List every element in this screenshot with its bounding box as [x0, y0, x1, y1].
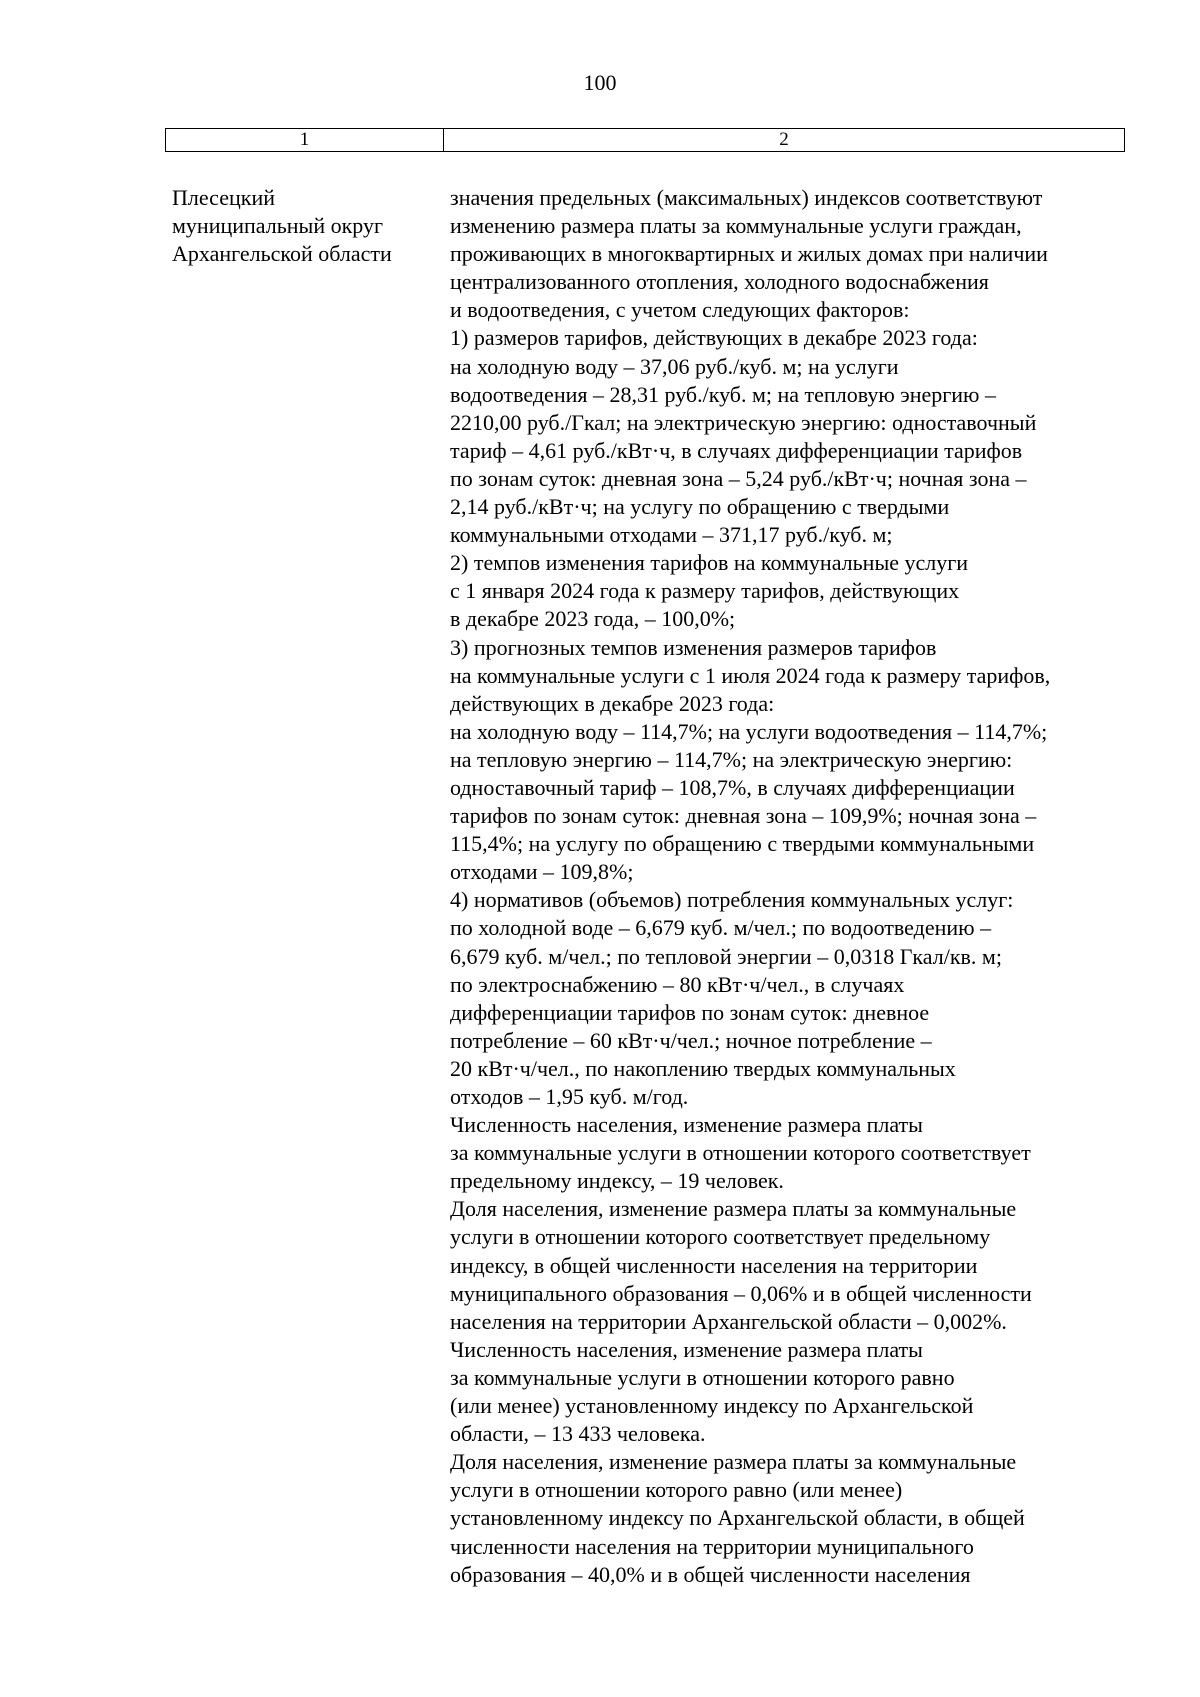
text-line: отходами – 109,8%;: [450, 859, 634, 885]
column-1-number: 1: [166, 129, 444, 152]
municipality-name-line: Архангельской области: [172, 241, 392, 266]
column-number-header: [165, 128, 1125, 152]
text-line: индексу, в общей численности населения на территории: [450, 1252, 978, 1278]
text-line: коммунальными отходами – 371,17 руб./куб. м;: [450, 522, 893, 548]
text-line: действующих в декабре 2023 года:: [450, 690, 775, 716]
text-line: 2210,00 руб./Гкал; на электрическую энергию: одноставочный: [450, 409, 1037, 435]
text-line: услуги в отношении которого соответствует предельному: [450, 1224, 991, 1250]
text-line: муниципального образования – 0,06% и в общей численности: [450, 1280, 1032, 1306]
text-line: Численность населения, изменение размера платы: [450, 1336, 923, 1362]
text-line: 20 кВт·ч/чел., по накоплению твердых коммунальных: [450, 1055, 956, 1081]
text-line: на коммунальные услуги с 1 июля 2024 года к размеру тарифов,: [450, 662, 1051, 688]
text-line: значения предельных (максимальных) индексов соответствуют: [450, 185, 1043, 210]
text-line: одноставочный тариф – 108,7%, в случаях дифференциации: [450, 774, 1015, 800]
text-line: 115,4%; на услугу по обращению с твердыми коммунальными: [450, 831, 1035, 857]
text-line: дифференциации тарифов по зонам суток: дневное: [450, 999, 930, 1025]
text-line: отходов – 1,95 куб. м/год.: [450, 1084, 689, 1109]
text-line: области, – 13 433 человека.: [450, 1421, 706, 1447]
text-line: за коммунальные услуги в отношении которого равно: [450, 1364, 955, 1390]
column-2-number: 2: [444, 129, 1125, 152]
municipality-name-line: муниципальный округ: [172, 213, 384, 238]
text-line: 6,679 куб. м/чел.; по тепловой энергии – 0,0318 Гкал/кв. м;: [450, 943, 1002, 969]
municipality-name-cell: [172, 184, 442, 268]
index-description-cell: [450, 184, 1130, 1589]
page-number: 100: [583, 70, 617, 95]
text-line: Доля населения, изменение размера платы за коммунальные: [450, 1449, 1017, 1475]
header-row: [166, 129, 1125, 152]
text-line: численности населения на территории муниципального: [450, 1533, 974, 1559]
text-line: услуги в отношении которого равно (или менее): [450, 1477, 903, 1503]
text-line: изменению размера платы за коммунальные услуги граждан,: [450, 213, 1022, 239]
text-line: 2) темпов изменения тарифов на коммунальные услуги: [450, 550, 969, 576]
text-line: 2,14 руб./кВт·ч; на услугу по обращению с твердыми: [450, 494, 950, 520]
text-line: проживающих в многоквартирных и жилых домах при наличии: [450, 241, 1048, 267]
text-line: образования – 40,0% и в общей численности населения: [450, 1561, 971, 1587]
text-line: потребление – 60 кВт·ч/чел.; ночное потребление –: [450, 1027, 932, 1053]
text-line: за коммунальные услуги в отношении которого соответствует: [450, 1140, 1031, 1166]
text-line: предельному индексу, – 19 человек.: [450, 1168, 784, 1194]
text-line: и водоотведения, с учетом следующих факторов:: [450, 297, 910, 323]
municipality-name-line: Плесецкий: [172, 185, 275, 210]
text-line: по электроснабжению – 80 кВт·ч/чел., в случаях: [450, 971, 905, 997]
text-line: с 1 января 2024 года к размеру тарифов, действующих: [450, 578, 960, 604]
text-line: 3) прогнозных темпов изменения размеров тарифов: [450, 634, 937, 660]
text-line: Доля населения, изменение размера платы за коммунальные: [450, 1196, 1017, 1222]
text-line: (или менее) установленному индексу по Архангельской: [450, 1393, 974, 1419]
text-line: тариф – 4,61 руб./кВт·ч, в случаях дифференциации тарифов: [450, 437, 1023, 463]
text-line: на холодную воду – 37,06 руб./куб. м; на услуги: [450, 353, 899, 379]
text-line: тарифов по зонам суток: дневная зона – 109,9%; ночная зона –: [450, 803, 1037, 829]
text-line: в декабре 2023 года, – 100,0%;: [450, 606, 736, 632]
text-line: 4) нормативов (объемов) потребления коммунальных услуг:: [450, 887, 1014, 913]
text-line: по зонам суток: дневная зона – 5,24 руб./кВт·ч; ночная зона –: [450, 465, 1027, 491]
text-line: водоотведения – 28,31 руб./куб. м; на тепловую энергию –: [450, 381, 996, 407]
text-line: на холодную воду – 114,7%; на услуги водоотведения – 114,7%;: [450, 718, 1048, 744]
text-line: по холодной воде – 6,679 куб. м/чел.; по водоотведению –: [450, 915, 992, 941]
text-line: населения на территории Архангельской области – 0,002%.: [450, 1308, 1007, 1334]
text-line: установленному индексу по Архангельской области, в общей: [450, 1505, 1025, 1531]
text-line: на тепловую энергию – 114,7%; на электрическую энергию:: [450, 746, 1013, 772]
text-line: централизованного отопления, холодного водоснабжения: [450, 269, 989, 295]
text-line: 1) размеров тарифов, действующих в декабре 2023 года:: [450, 325, 978, 351]
text-line: Численность населения, изменение размера платы: [450, 1112, 923, 1138]
